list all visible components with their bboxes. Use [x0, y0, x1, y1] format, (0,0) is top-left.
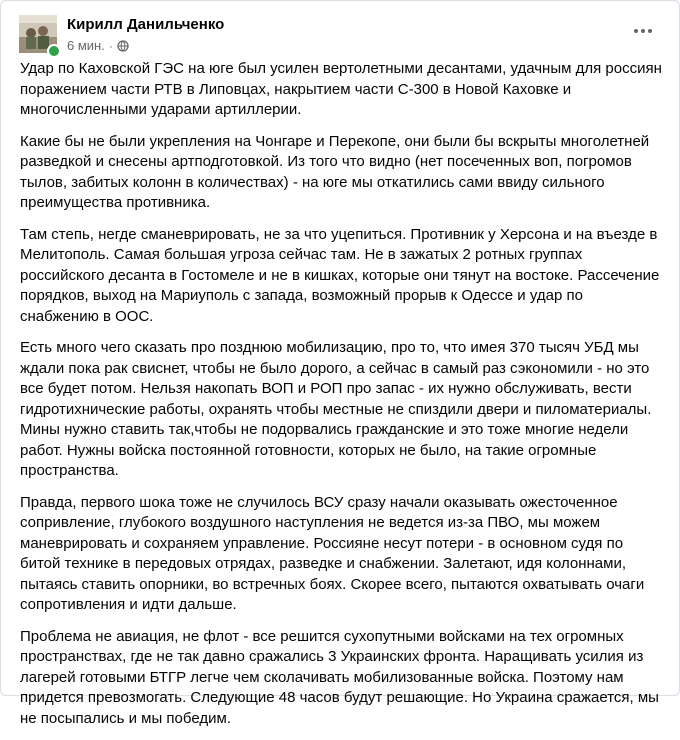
post-paragraph-6: Проблема не авиация, не флот - все решится сухопутными войсками на тех огромных пространствах, где не так давно сражались 3 Украинских фронта. Наращивать усилия из лагерей готовыми БТГР легче чем сколачивать мобилизованные войска. Поэтому нам придется превозмогать. Следующие 48 часов будут решающие. Но Украина сражается, мы не посыпались и мы победим. [20, 627, 659, 727]
post-paragraph-4: Есть много чего сказать про позднюю мобилизацию, про то, что имея 370 тысяч УБД мы ждали пока рак свиснет, чтобы не было дорого, а сейчас в самый раз сэкономили - но это все будет потом. Нельзя накопать ВОП и РОП про запас - их нужно обслуживать, вести гидротихнические работы, охранять чтобы местные не спиздили двери и пиломатериалы. Мины нужно ставить так,чтобы не подорвались гражданские и это тоже многие недели работ. Нужны войска постоянной готовности, которых не было, на такие огромные пространства. [20, 339, 652, 479]
post-paragraph-5: Правда, первого шока тоже не случилось ВСУ сразу начали оказывать ожесточенное сопривление, глубокого воздушного наступления не ведется из-за ПВО, мы можем маневрировать и сохраняем управление. Россияне несут потери - в основном судя по битой технике в передовых отрядах, разведке и снабжении. Залетают, идя колоннами, пытаясь ставить опорники, во встречных боях. Скорее всего, пытаются охватывать очаги сопротивления и идти дальше. [20, 493, 645, 613]
post-time[interactable]: 6 мин. [67, 38, 105, 53]
meta-separator: · [108, 38, 113, 53]
post-paragraph-2: Какие бы не были укрепления на Чонгаре и Перекопе, они были бы вскрыты многолетней разведкой и снесены артподготовкой. Из того что видно (нет посеченных воп, погромов тылов, забитых колонн в количествах) - на юге мы откатились сами ввиду сильного преимущества противника. [20, 132, 650, 211]
post-body [20, 59, 665, 740]
post-paragraph-3: Там степь, негде сманеврировать, не за что уцепиться. Противник у Херсона и на въезде в Мелитополь. Самая большая угроза сейчас там. Не в зажатых 2 ротных группах российского десанта в Гостомеле и не в кишках, которые они тянут на востоке. Рассечение порядков, выход на Мариуполь с запада, возможный прорыв к Одессе и удар по снабжению в ООС. [20, 225, 660, 325]
post-paragraph-1: Удар по Каховской ГЭС на юге был усилен вертолетными десантами, удачным для россиян поражением части РТВ в Липовцах, накрытием части С-300 в Новой Каховке и многочисленными ударами артиллерии. [20, 60, 662, 118]
more-options-icon[interactable] [629, 19, 657, 43]
author-name[interactable]: Кирилл Данильченко [67, 16, 225, 33]
post-header [1, 1, 679, 63]
globe-icon[interactable] [117, 40, 129, 52]
post-meta [67, 38, 129, 53]
online-status-indicator [47, 44, 61, 58]
